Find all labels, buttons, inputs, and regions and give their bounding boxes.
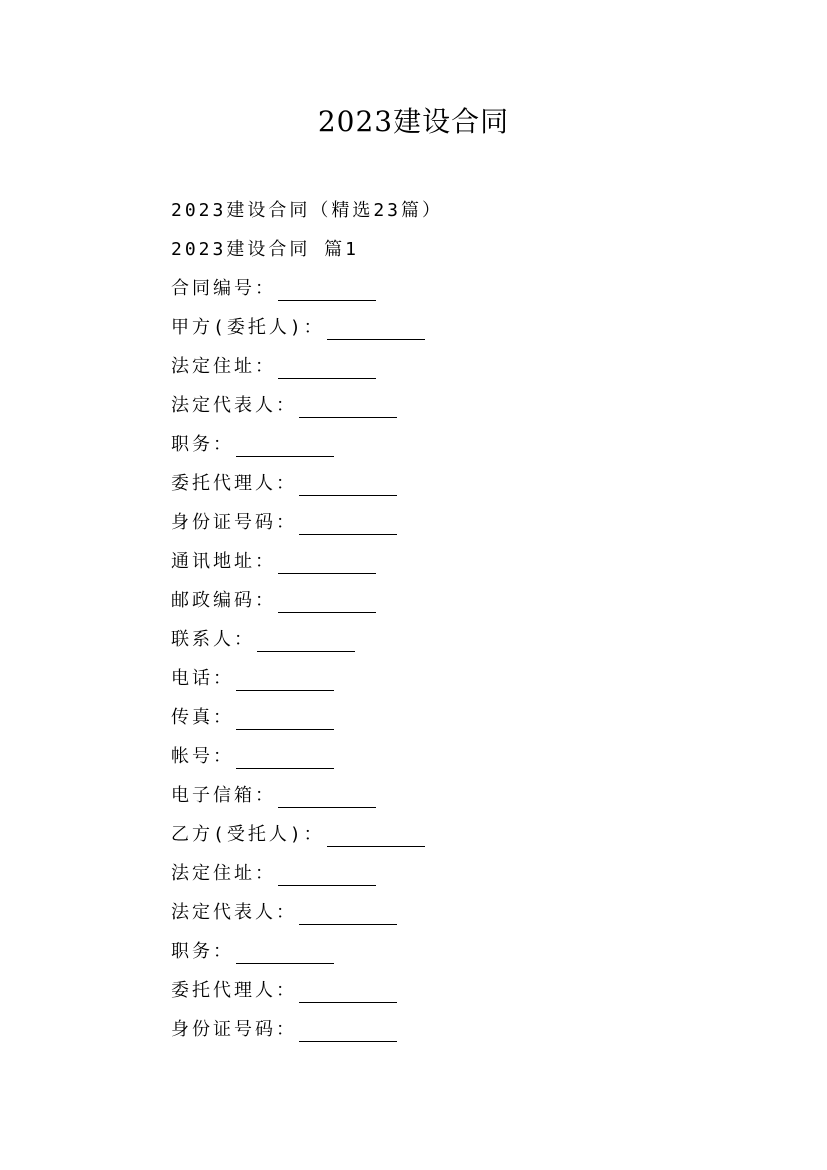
field-party-b-position xyxy=(171,932,731,971)
fill-in-blank[interactable] xyxy=(299,980,397,1003)
fill-in-blank[interactable] xyxy=(257,629,355,652)
field-label: 甲方(委托人)： xyxy=(171,317,325,338)
fill-in-blank[interactable] xyxy=(327,317,425,340)
document-subtitle: 2023建设合同（精选23篇） xyxy=(171,200,444,221)
field-label: 职务： xyxy=(171,941,234,962)
fill-in-blank[interactable] xyxy=(299,395,397,418)
fill-in-blank[interactable] xyxy=(299,512,397,535)
field-label: 委托代理人： xyxy=(171,473,297,494)
fill-in-blank[interactable] xyxy=(236,746,334,769)
field-label: 联系人： xyxy=(171,629,255,650)
field-label: 职务： xyxy=(171,434,234,455)
field-label: 法定住址： xyxy=(171,863,276,884)
field-party-a-id-number xyxy=(171,503,731,542)
field-party-a xyxy=(171,308,731,347)
field-party-a-address xyxy=(171,347,731,386)
fill-in-blank[interactable] xyxy=(278,863,376,886)
field-party-a-account xyxy=(171,737,731,776)
fill-in-blank[interactable] xyxy=(236,668,334,691)
field-party-b xyxy=(171,815,731,854)
document-body xyxy=(171,191,731,1049)
field-party-b-agent xyxy=(171,971,731,1010)
field-label: 电话： xyxy=(171,668,234,689)
field-party-a-fax xyxy=(171,698,731,737)
field-label: 通讯地址： xyxy=(171,551,276,572)
field-party-a-agent xyxy=(171,464,731,503)
field-party-a-legal-rep xyxy=(171,386,731,425)
fill-in-blank[interactable] xyxy=(236,707,334,730)
field-label: 乙方(受托人)： xyxy=(171,824,325,845)
document-title: 2023建设合同 xyxy=(317,105,510,138)
fill-in-blank[interactable] xyxy=(299,1019,397,1042)
fill-in-blank[interactable] xyxy=(236,941,334,964)
field-label: 传真： xyxy=(171,707,234,728)
field-contract-number xyxy=(171,269,731,308)
field-party-a-contact xyxy=(171,620,731,659)
fill-in-blank[interactable] xyxy=(278,785,376,808)
field-label: 身份证号码： xyxy=(171,1019,297,1040)
field-label: 合同编号： xyxy=(171,278,276,299)
field-party-a-position xyxy=(171,425,731,464)
field-party-a-mailing-address xyxy=(171,542,731,581)
field-label: 身份证号码： xyxy=(171,512,297,533)
field-party-b-legal-rep xyxy=(171,893,731,932)
field-party-b-address xyxy=(171,854,731,893)
field-label: 帐号： xyxy=(171,746,234,767)
field-party-a-postal-code xyxy=(171,581,731,620)
field-label: 邮政编码： xyxy=(171,590,276,611)
field-label: 法定代表人： xyxy=(171,902,297,923)
fill-in-blank[interactable] xyxy=(278,356,376,379)
fill-in-blank[interactable] xyxy=(278,551,376,574)
field-label: 委托代理人： xyxy=(171,980,297,1001)
field-party-a-email xyxy=(171,776,731,815)
field-party-a-phone xyxy=(171,659,731,698)
field-label: 法定代表人： xyxy=(171,395,297,416)
field-label: 法定住址： xyxy=(171,356,276,377)
fill-in-blank[interactable] xyxy=(327,824,425,847)
fill-in-blank[interactable] xyxy=(299,902,397,925)
field-label: 电子信箱： xyxy=(171,785,276,806)
fill-in-blank[interactable] xyxy=(299,473,397,496)
fill-in-blank[interactable] xyxy=(236,434,334,457)
field-party-b-id-number xyxy=(171,1010,731,1049)
fill-in-blank[interactable] xyxy=(278,278,376,301)
fill-in-blank[interactable] xyxy=(278,590,376,613)
section-heading: 2023建设合同 篇1 xyxy=(171,239,360,260)
